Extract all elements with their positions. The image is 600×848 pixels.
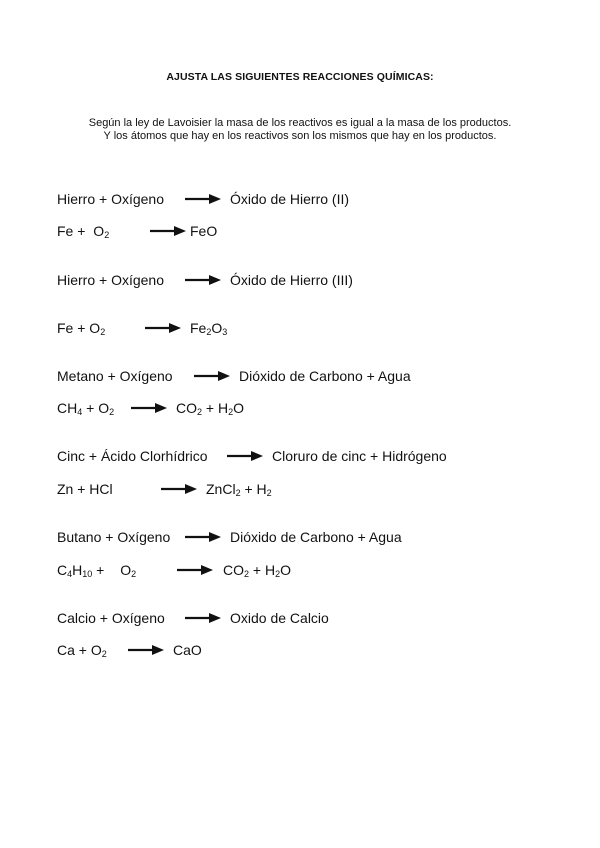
subscript: 2 (101, 649, 107, 659)
reactants-formula (57, 641, 107, 659)
reactants-words: Hierro + Oxígeno (57, 272, 164, 288)
reactants-formula (57, 319, 105, 337)
formula-text: + H (202, 400, 229, 416)
subscript: 2 (228, 407, 234, 417)
intro-text (0, 117, 600, 143)
formula-text: CO (223, 562, 244, 578)
products-words: Cloruro de cinc + Hidrógeno (272, 448, 447, 464)
subscript: 4 (67, 569, 73, 579)
intro-line-1: Según la ley de Lavoisier la masa de los reactivos es igual a la masa de los productos. (88, 117, 512, 129)
formula-text: ZnCl (206, 481, 236, 497)
reactants-words: Calcio + Oxígeno (57, 610, 165, 626)
subscript: 10 (82, 569, 93, 579)
subscript: 2 (100, 327, 106, 337)
intro-line-2: Y los átomos que hay en los reactivos son los mismos que hay en los productos. (103, 130, 497, 142)
subscript: 2 (197, 407, 203, 417)
reactants-words: Butano + Oxígeno (57, 529, 171, 545)
reactants-formula (57, 561, 136, 579)
products-words: Dióxido de Carbono + Agua (230, 529, 402, 545)
formula-text: O (233, 400, 244, 416)
arrow-icon (185, 612, 221, 624)
formula-text: CO (176, 400, 197, 416)
subscript: 2 (206, 327, 212, 337)
products-words: Óxido de Hierro (III) (230, 272, 353, 288)
arrow-icon (185, 274, 221, 286)
subscript: 2 (235, 488, 241, 498)
subscript: 4 (77, 407, 83, 417)
arrow-icon (150, 225, 186, 237)
formula-text: + H (240, 481, 267, 497)
products-formula (176, 399, 244, 417)
subscript: 2 (244, 569, 250, 579)
subscript: 2 (275, 569, 281, 579)
products-formula (190, 319, 227, 337)
products-formula (223, 561, 291, 579)
formula-text: CH (57, 400, 78, 416)
products-words: Óxido de Hierro (II) (230, 191, 350, 207)
arrow-icon (227, 450, 263, 462)
products-formula (206, 480, 272, 498)
formula-text: O (211, 320, 223, 336)
subscript: 2 (266, 488, 272, 498)
formula-text: O (280, 562, 291, 578)
reactants-formula: Zn + HCl (57, 481, 113, 497)
products-formula: CaO (173, 642, 202, 658)
arrow-icon (145, 322, 181, 334)
products-formula: FeO (190, 223, 218, 239)
subscript: 2 (109, 407, 115, 417)
formula-text: + (92, 562, 109, 578)
reactants-words: Hierro + Oxígeno (57, 191, 164, 207)
arrow-icon (185, 531, 221, 543)
arrow-icon (161, 483, 197, 495)
subscript: 2 (131, 569, 137, 579)
arrow-icon (185, 193, 221, 205)
subscript: 2 (104, 230, 110, 240)
reactants-words: Metano + Oxígeno (57, 368, 173, 384)
formula-text: Fe (190, 320, 207, 336)
products-words: Dióxido de Carbono + Agua (239, 368, 411, 384)
products-words: Oxido de Calcio (230, 610, 329, 626)
formula-text: Fe + (57, 223, 90, 239)
formula-text: C (57, 562, 68, 578)
page-title: AJUSTA LAS SIGUIENTES REACCIONES QUÍMICAS: (166, 71, 434, 83)
formula-text: Fe + O (57, 320, 101, 336)
reactants-words: Cinc + Ácido Clorhídrico (57, 448, 208, 464)
formula-text: + H (249, 562, 276, 578)
formula-text: Ca + O (57, 642, 102, 658)
reactants-formula (57, 399, 114, 417)
subscript: 3 (222, 327, 228, 337)
arrow-icon (128, 644, 164, 656)
formula-text: O (120, 562, 132, 578)
arrow-icon (177, 564, 213, 576)
formula-text: + O (82, 400, 110, 416)
formula-text: H (72, 562, 83, 578)
arrow-icon (131, 402, 167, 414)
reactants-formula (57, 222, 109, 240)
arrow-icon (194, 370, 230, 382)
formula-text: O (93, 223, 105, 239)
